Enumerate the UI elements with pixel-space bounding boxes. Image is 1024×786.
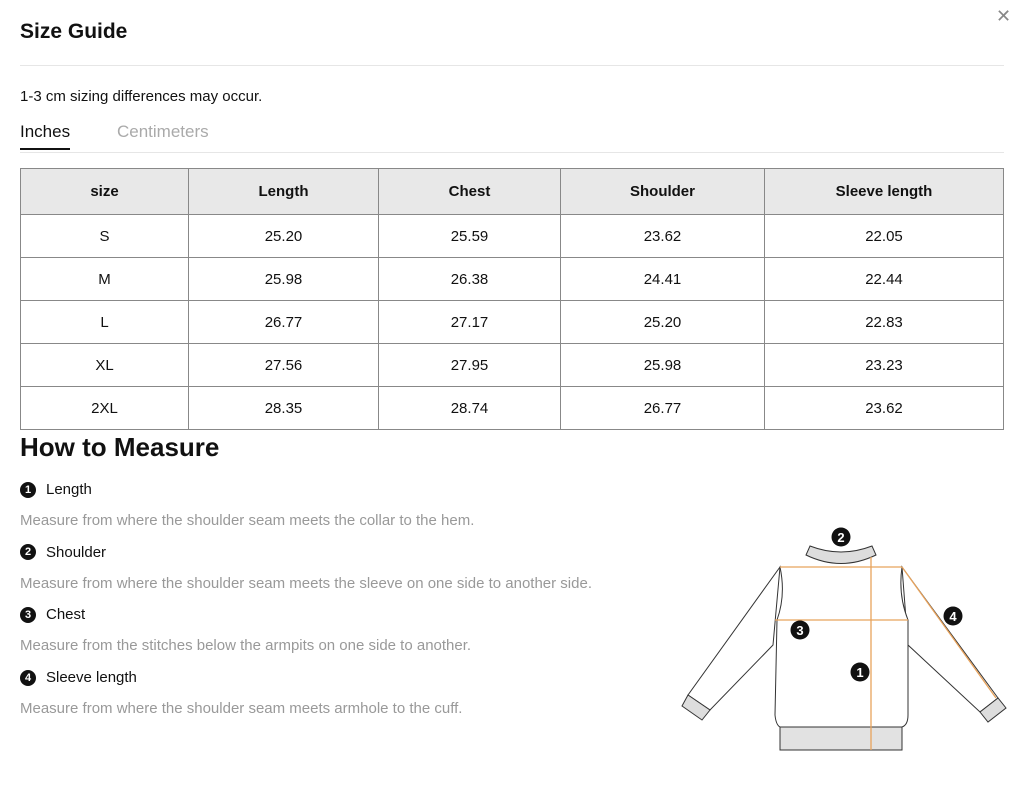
- table-cell: 28.35: [189, 387, 379, 430]
- measure-description: Measure from where the shoulder seam meets the sleeve on one side to another side.: [20, 574, 592, 592]
- table-row: [21, 258, 1004, 301]
- table-cell: S: [21, 215, 189, 258]
- sizing-note: 1-3 cm sizing differences may occur.: [20, 88, 263, 105]
- measure-label: Length: [46, 481, 92, 498]
- table-cell: 25.98: [189, 258, 379, 301]
- table-cell: XL: [21, 344, 189, 387]
- measure-label: Sleeve length: [46, 669, 137, 687]
- header-sleeve-length: Sleeve length: [765, 169, 1004, 215]
- svg-text:4: 4: [949, 609, 957, 624]
- table-cell: 25.59: [379, 215, 561, 258]
- table-cell: 26.77: [189, 301, 379, 344]
- collar: [806, 546, 876, 564]
- number-badge: 1: [20, 482, 36, 498]
- table-cell: 22.05: [765, 215, 1004, 258]
- header-length: Length: [189, 169, 379, 215]
- table-row: [21, 387, 1004, 430]
- table-row: [21, 301, 1004, 344]
- sweater-diagram: [680, 520, 1010, 760]
- divider: [20, 65, 1004, 66]
- table-cell: 22.44: [765, 258, 1004, 301]
- close-icon[interactable]: ✕: [996, 6, 1012, 26]
- header-chest: Chest: [379, 169, 561, 215]
- measure-description: Measure from the stitches below the armpits on one side to another.: [20, 637, 472, 655]
- table-cell: 26.77: [561, 387, 765, 430]
- table-row: [21, 344, 1004, 387]
- svg-text:2: 2: [837, 530, 845, 545]
- svg-text:1: 1: [856, 665, 864, 680]
- table-cell: 23.62: [561, 215, 765, 258]
- tab-centimeters[interactable]: Centimeters: [117, 122, 209, 141]
- tab-inches[interactable]: Inches: [20, 122, 70, 150]
- left-sleeve: [688, 567, 780, 710]
- size-table: [20, 168, 1004, 430]
- table-cell: 25.98: [561, 344, 765, 387]
- header-size: size: [21, 169, 189, 215]
- table-cell: 27.56: [189, 344, 379, 387]
- number-badge: 2: [20, 544, 36, 560]
- table-row: [21, 215, 1004, 258]
- dialog-title: Size Guide: [20, 20, 128, 43]
- table-cell: 2XL: [21, 387, 189, 430]
- table-cell: 24.41: [561, 258, 765, 301]
- table-cell: 25.20: [561, 301, 765, 344]
- table-cell: L: [21, 301, 189, 344]
- hem-rib: [780, 727, 902, 750]
- measure-item: [20, 544, 106, 561]
- table-cell: M: [21, 258, 189, 301]
- table-cell: 28.74: [379, 387, 561, 430]
- table-cell: 27.95: [379, 344, 561, 387]
- table-cell: 26.38: [379, 258, 561, 301]
- body: [775, 567, 908, 727]
- measure-item: [20, 481, 92, 498]
- svg-text:3: 3: [796, 623, 804, 638]
- measure-label: Shoulder: [46, 543, 107, 561]
- header-shoulder: Shoulder: [561, 169, 765, 215]
- right-sleeve: [902, 567, 998, 712]
- table-cell: 27.17: [379, 301, 561, 344]
- table-cell: 23.23: [765, 344, 1004, 387]
- number-badge: 3: [20, 607, 36, 623]
- measure-description: Measure from where the shoulder seam meets armhole to the cuff.: [20, 700, 463, 718]
- table-cell: 22.83: [765, 301, 1004, 344]
- unit-tabs: [20, 120, 1004, 153]
- how-to-measure-title: How to Measure: [20, 432, 220, 462]
- table-cell: 23.62: [765, 387, 1004, 430]
- measure-description: Measure from where the shoulder seam meets the collar to the hem.: [20, 512, 475, 529]
- table-cell: 25.20: [189, 215, 379, 258]
- number-badge: 4: [20, 670, 36, 686]
- measure-item: [20, 606, 85, 623]
- measure-label: Chest: [46, 606, 86, 624]
- measure-item: [20, 669, 137, 686]
